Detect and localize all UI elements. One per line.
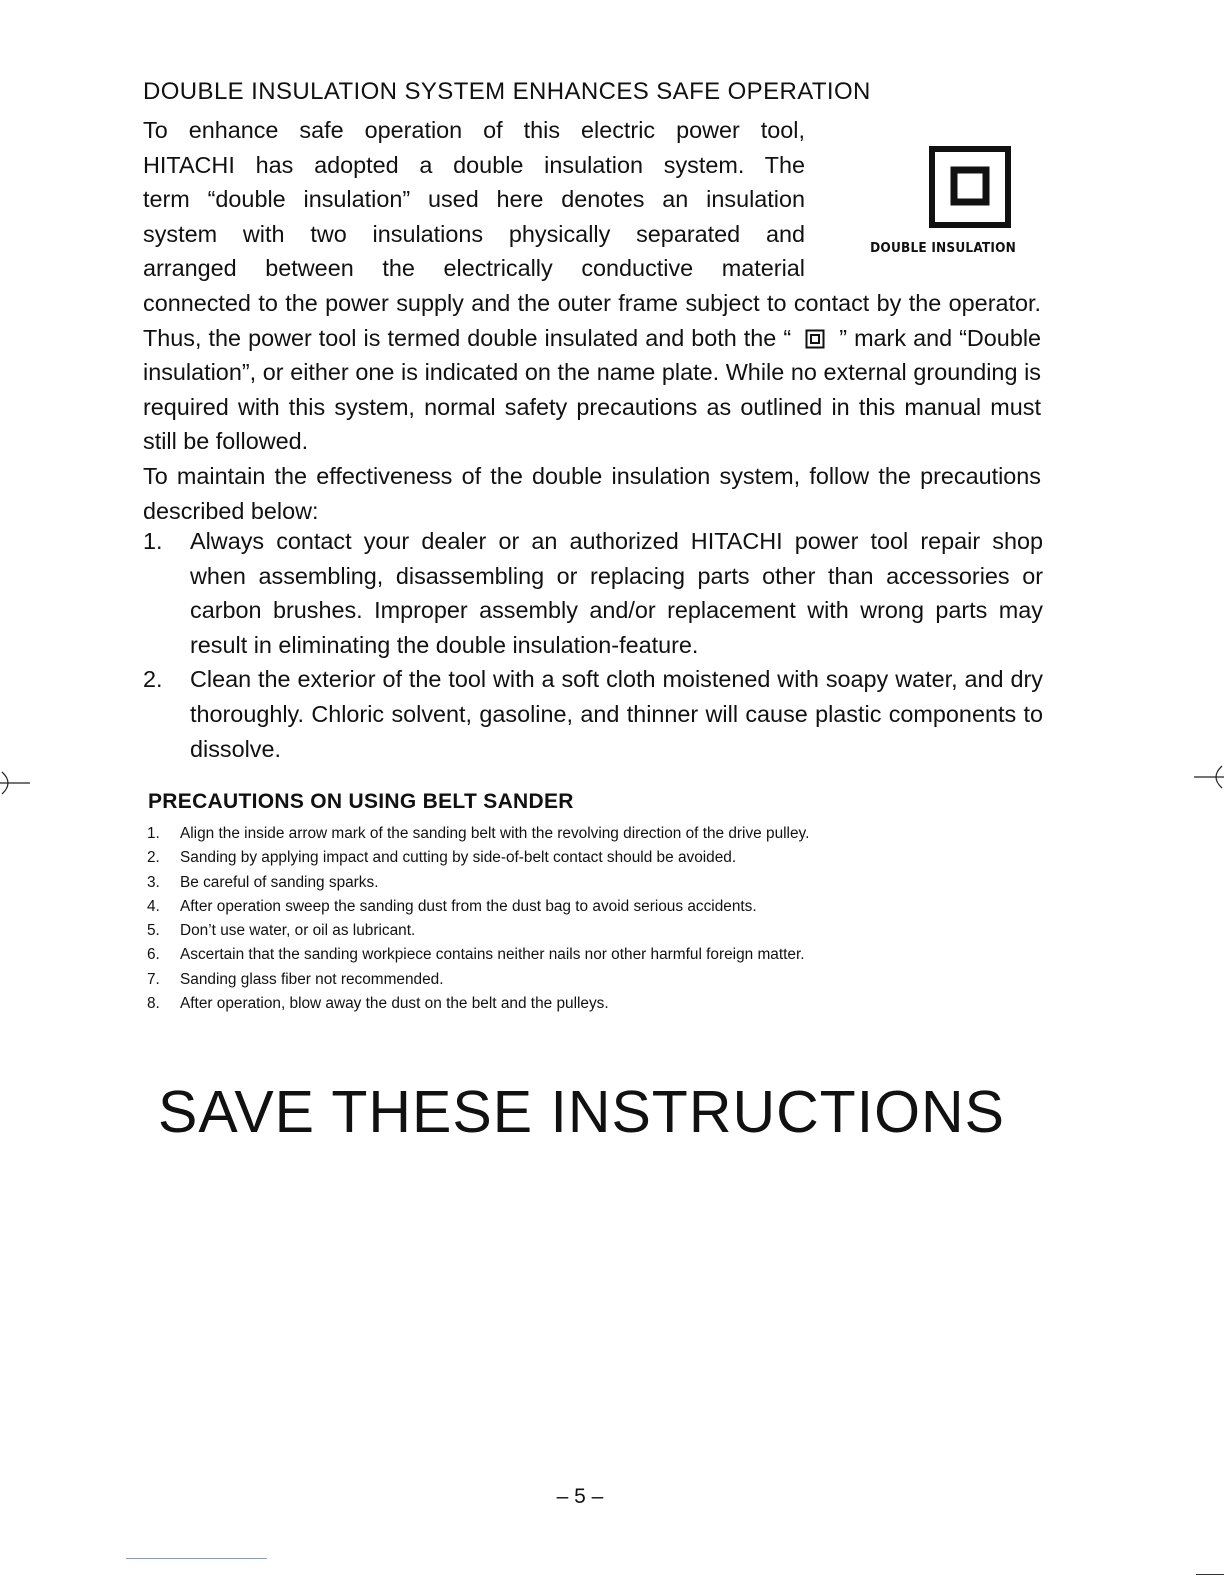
list-item-text: Be careful of sanding sparks. xyxy=(180,873,379,891)
section-heading-belt-sander: PRECAUTIONS ON USING BELT SANDER xyxy=(148,790,574,813)
list-item-text: Sanding by applying impact and cutting by side-of-belt contact should be avoided. xyxy=(180,849,737,867)
double-insulation-caption: DOUBLE INSULATION xyxy=(870,240,1016,256)
list-item-text: Ascertain that the sanding workpiece contains neither nails nor other harmful foreign matter. xyxy=(180,946,805,964)
intro-paragraph-2: To maintain the effectiveness of the double insulation system, follow the precautions described below: xyxy=(143,462,1041,524)
corner-rule xyxy=(1196,1574,1224,1575)
list-item xyxy=(147,943,1047,967)
list-item-text: Align the inside arrow mark of the sanding belt with the revolving direction of the drive pulley. xyxy=(180,825,810,842)
intro-continuation xyxy=(143,286,1041,459)
registration-mark-left-icon xyxy=(0,770,30,796)
list-item xyxy=(147,822,1047,846)
inline-double-insulation-icon xyxy=(805,329,825,349)
list-item xyxy=(143,524,1043,662)
intro-line: term “double insulation” used here denotes an insulation xyxy=(143,186,805,213)
intro-line: To enhance safe operation of this electric power tool, xyxy=(143,117,805,143)
list-item-number: 1. xyxy=(147,825,160,842)
list-item-text: Don’t use water, or oil as lubricant. xyxy=(180,922,416,940)
list-item-number: 4. xyxy=(147,897,160,915)
list-item xyxy=(147,968,1047,992)
list-item-number: 2. xyxy=(143,666,163,693)
intro-line: system with two insulations physically separated and xyxy=(143,220,805,247)
save-instructions-banner: SAVE THESE INSTRUCTIONS xyxy=(158,1079,1005,1145)
page-number: – 5 – xyxy=(556,1485,604,1508)
belt-sander-precautions-list xyxy=(147,822,1047,1016)
list-item-text: After operation, blow away the dust on the belt and the pulleys. xyxy=(180,995,609,1013)
list-item xyxy=(147,992,1047,1016)
list-item-text: Clean the exterior of the tool with a soft cloth moistened with soapy water, and dry thoroughly. Chloric solvent, gasoline, and thinner will cause plastic components to dissolve. xyxy=(190,666,1043,762)
intro-line: HITACHI has adopted a double insulation system. The xyxy=(143,151,805,178)
double-insulation-precautions-list xyxy=(143,524,1043,766)
list-item-number: 2. xyxy=(147,849,160,867)
section-heading-double-insulation: DOUBLE INSULATION SYSTEM ENHANCES SAFE OPERATION xyxy=(143,78,871,105)
list-item xyxy=(147,919,1047,943)
list-item-number: 3. xyxy=(147,873,160,891)
list-item-text: After operation sweep the sanding dust from the dust bag to avoid serious accidents. xyxy=(180,897,757,915)
footer-rule xyxy=(126,1558,267,1559)
list-item-number: 7. xyxy=(147,970,160,988)
list-item xyxy=(147,871,1047,895)
list-item-text: Sanding glass fiber not recommended. xyxy=(180,970,444,988)
list-item xyxy=(147,846,1047,870)
list-item-number: 5. xyxy=(147,922,160,940)
intro-lines-beside-symbol xyxy=(143,113,805,286)
list-item xyxy=(147,895,1047,919)
registration-mark-right-icon xyxy=(1194,764,1224,790)
list-item-number: 1. xyxy=(143,528,163,554)
list-item-number: 6. xyxy=(147,946,160,964)
intro-continuation-b: ” mark and “Double insulation”, or either one is indicated on the name plate. While no external grounding is required with this system, normal safety precautions as outlined in this manual must still be followed. xyxy=(143,324,1042,455)
intro-line: arranged between the electrically conductive material xyxy=(143,255,805,282)
intro-continuation-a: connected to the power supply and the outer frame subject to contact by the operator. Thus, the power tool is termed double insulated and both the “ xyxy=(143,289,1041,351)
list-item xyxy=(143,662,1043,766)
list-item-text: Always contact your dealer or an authorized HITACHI power tool repair shop when assembling, disassembling or replacing parts other than accessories or carbon brushes. Improper assembly and/or replacement with wrong parts may result in eliminating the double insulation-feature. xyxy=(190,528,1043,658)
intro-text xyxy=(143,113,1041,528)
list-item-number: 8. xyxy=(147,995,160,1013)
